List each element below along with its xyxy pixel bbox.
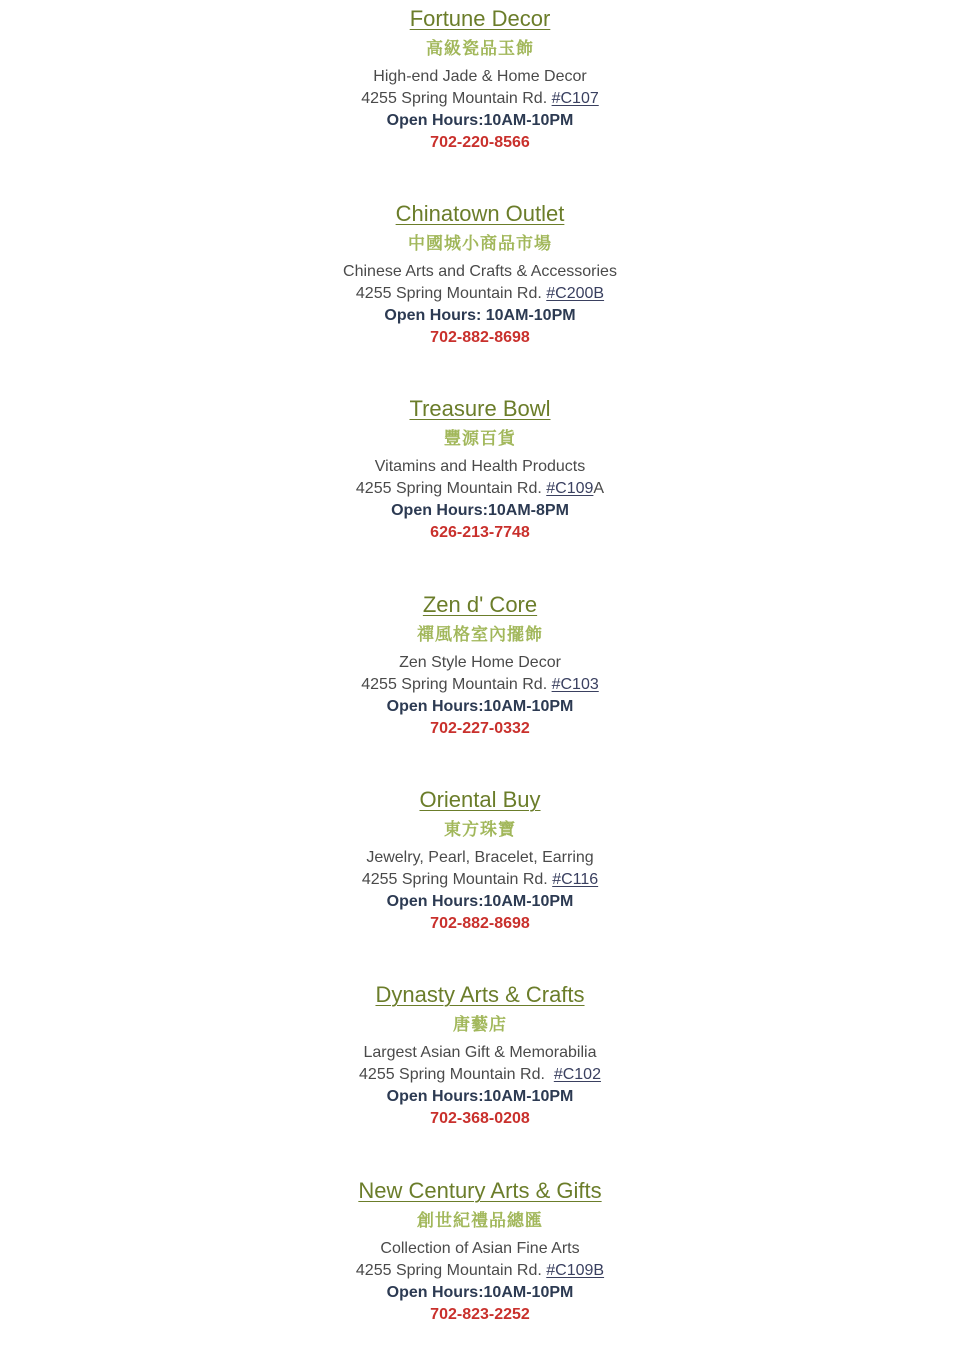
store-card-new-century-arts-gifts bbox=[0, 1178, 960, 1326]
store-card-zen-d-core bbox=[0, 592, 960, 740]
store-name-link[interactable]: Fortune Decor bbox=[409, 6, 551, 31]
store-address bbox=[0, 1064, 960, 1086]
store-chinese-name: 高級瓷品玉飾 bbox=[426, 39, 534, 59]
store-hours: Open Hours:10AM-10PM bbox=[386, 112, 574, 129]
store-phone: 702-227-0332 bbox=[430, 720, 530, 737]
store-name-link[interactable]: Dynasty Arts & Crafts bbox=[375, 982, 585, 1007]
store-address bbox=[0, 674, 960, 696]
store-card-treasure-bowl bbox=[0, 396, 960, 544]
store-description: Zen Style Home Decor bbox=[399, 654, 561, 671]
street-address: 4255 Spring Mountain Rd. bbox=[361, 676, 552, 693]
unit-suffix: A bbox=[593, 480, 605, 497]
store-card-fortune-decor bbox=[0, 6, 960, 154]
store-description: Collection of Asian Fine Arts bbox=[380, 1240, 580, 1257]
store-phone: 626-213-7748 bbox=[430, 524, 530, 541]
store-name-link[interactable]: Oriental Buy bbox=[419, 787, 541, 812]
store-phone: 702-823-2252 bbox=[430, 1306, 530, 1323]
store-card-chinatown-outlet bbox=[0, 201, 960, 349]
store-description: Largest Asian Gift & Memorabilia bbox=[363, 1044, 597, 1061]
store-hours: Open Hours:10AM-10PM bbox=[386, 893, 574, 910]
unit-link[interactable]: #C116 bbox=[552, 871, 599, 888]
store-hours: Open Hours:10AM-8PM bbox=[391, 502, 569, 519]
store-hours: Open Hours:10AM-10PM bbox=[386, 698, 574, 715]
store-address bbox=[0, 869, 960, 891]
store-name-link[interactable]: Zen d' Core bbox=[422, 592, 538, 617]
store-description: High-end Jade & Home Decor bbox=[373, 68, 587, 85]
store-card-dynasty-arts-crafts bbox=[0, 982, 960, 1130]
store-name-link[interactable]: Treasure Bowl bbox=[409, 396, 551, 421]
unit-link[interactable]: #C107 bbox=[551, 90, 599, 107]
street-address: 4255 Spring Mountain Rd. bbox=[361, 90, 552, 107]
store-chinese-name: 豐源百貨 bbox=[444, 429, 516, 449]
store-description: Jewelry, Pearl, Bracelet, Earring bbox=[366, 849, 594, 866]
store-phone: 702-220-8566 bbox=[430, 134, 530, 151]
street-address: 4255 Spring Mountain Rd. bbox=[361, 871, 553, 888]
store-address bbox=[0, 1260, 960, 1282]
store-chinese-name: 中國城小商品市場 bbox=[408, 234, 552, 254]
store-name-link[interactable]: Chinatown Outlet bbox=[395, 201, 565, 226]
store-chinese-name: 禪風格室內擺飾 bbox=[417, 625, 543, 645]
store-hours: Open Hours:10AM-10PM bbox=[386, 1284, 574, 1301]
street-address: 4255 Spring Mountain Rd. bbox=[359, 1066, 554, 1083]
store-hours: Open Hours:10AM-10PM bbox=[386, 1088, 574, 1105]
store-address bbox=[0, 283, 960, 305]
store-chinese-name: 東方珠寶 bbox=[444, 820, 516, 840]
unit-link[interactable]: #C200B bbox=[546, 285, 605, 302]
unit-link[interactable]: #C102 bbox=[553, 1066, 601, 1083]
store-description: Vitamins and Health Products bbox=[374, 458, 586, 475]
street-address: 4255 Spring Mountain Rd. bbox=[355, 480, 547, 497]
street-address: 4255 Spring Mountain Rd. bbox=[355, 285, 547, 302]
unit-link[interactable]: #C103 bbox=[551, 676, 599, 693]
store-description: Chinese Arts and Crafts & Accessories bbox=[343, 263, 617, 280]
unit-link[interactable]: #C109B bbox=[546, 1262, 605, 1279]
store-card-oriental-buy bbox=[0, 787, 960, 935]
street-address: 4255 Spring Mountain Rd. bbox=[355, 1262, 547, 1279]
unit-link[interactable]: #C109 bbox=[546, 480, 594, 497]
store-chinese-name: 唐藝店 bbox=[453, 1015, 507, 1035]
store-address bbox=[0, 88, 960, 110]
store-address bbox=[0, 478, 960, 500]
store-phone: 702-882-8698 bbox=[430, 329, 530, 346]
store-phone: 702-368-0208 bbox=[430, 1110, 530, 1127]
store-chinese-name: 創世紀禮品總匯 bbox=[417, 1211, 543, 1231]
store-hours: Open Hours: 10AM-10PM bbox=[384, 307, 576, 324]
store-phone: 702-882-8698 bbox=[430, 915, 530, 932]
store-name-link[interactable]: New Century Arts & Gifts bbox=[358, 1178, 602, 1203]
